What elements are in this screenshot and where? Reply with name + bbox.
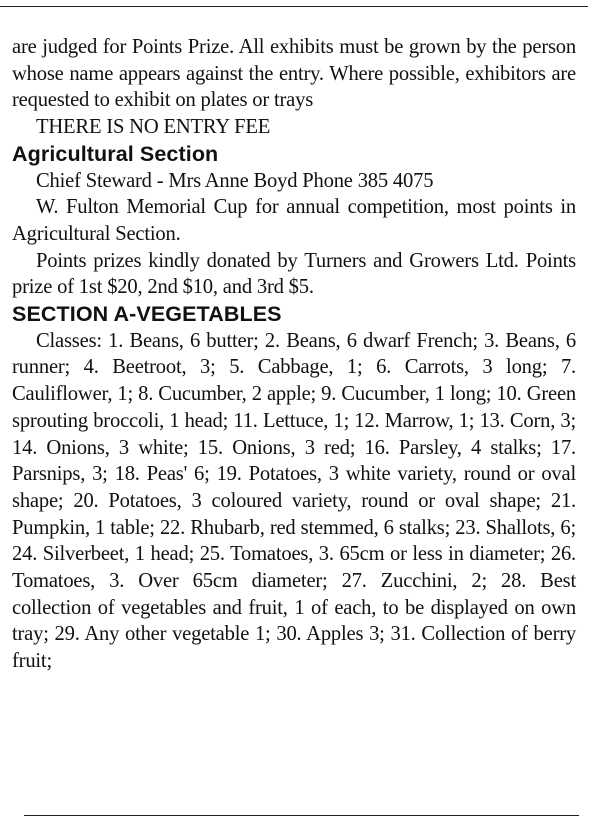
chief-steward-line: Chief Steward - Mrs Anne Boyd Phone 385 4075 [36, 169, 434, 192]
intro-paragraph: are judged for Points Prize. All exhibits must be grown by the person whose name appears against the entry. Where possible, exhibitors are requested to exhibit on plates or trays [12, 36, 576, 112]
entry-fee-notice: THERE IS NO ENTRY FEE [36, 116, 271, 139]
text-column [12, 34, 576, 675]
bottom-rule [24, 815, 579, 816]
memorial-cup-paragraph: W. Fulton Memorial Cup for annual competition, most points in Agricultural Section. [12, 196, 576, 245]
agricultural-section-heading: Agricultural Section [12, 141, 219, 166]
top-rule [0, 6, 588, 7]
vegetables-section-heading: SECTION A-VEGETABLES [12, 302, 282, 327]
points-prizes-paragraph: Points prizes kindly donated by Turners and Growers Ltd. Points prize of 1st $20, 2nd $10, and 3rd $5. [12, 249, 576, 299]
vegetable-classes-paragraph: Classes: 1. Beans, 6 butter; 2. Beans, 6 dwarf French; 3. Beans, 6 runner; 4. Beetroot, 3; 5. Cabbage, 1; 6. Carrots, 3 long; 7. Cauliflower, 1; 8. Cucumber, 2 apple; 9. Cucumber, 1 long; 10. Green sprouting broccoli, 1 head; 11. Lettuce, 1; 12. Marrow, 1; 13. Corn, 3; 14. Onions, 3 white; 15. Onions, 3 red; 16. Parsley, 4 stalks; 17. Parsnips, 3; 18. Peas' 6; 19. Potatoes, 3 white variety, round or oval shape; 20. Potatoes, 3 coloured variety, round or oval shape; 21. Pumpkin, 1 table; 22. Rhubarb, red stemmed, 6 stalks; 23. Shallots, 6; 24. Silverbeet, 1 head; 25. Tomatoes, 3. 65cm or less in diameter; 26. Tomatoes, 3. Over 65cm diameter; 27. Zucchini, 2; 28. Best collection of vegetables and fruit, 1 of each, to be displayed on own tray; 29. Any other vegetable 1; 30. Apples 3; 31. Collection of berry fruit; [12, 329, 576, 673]
